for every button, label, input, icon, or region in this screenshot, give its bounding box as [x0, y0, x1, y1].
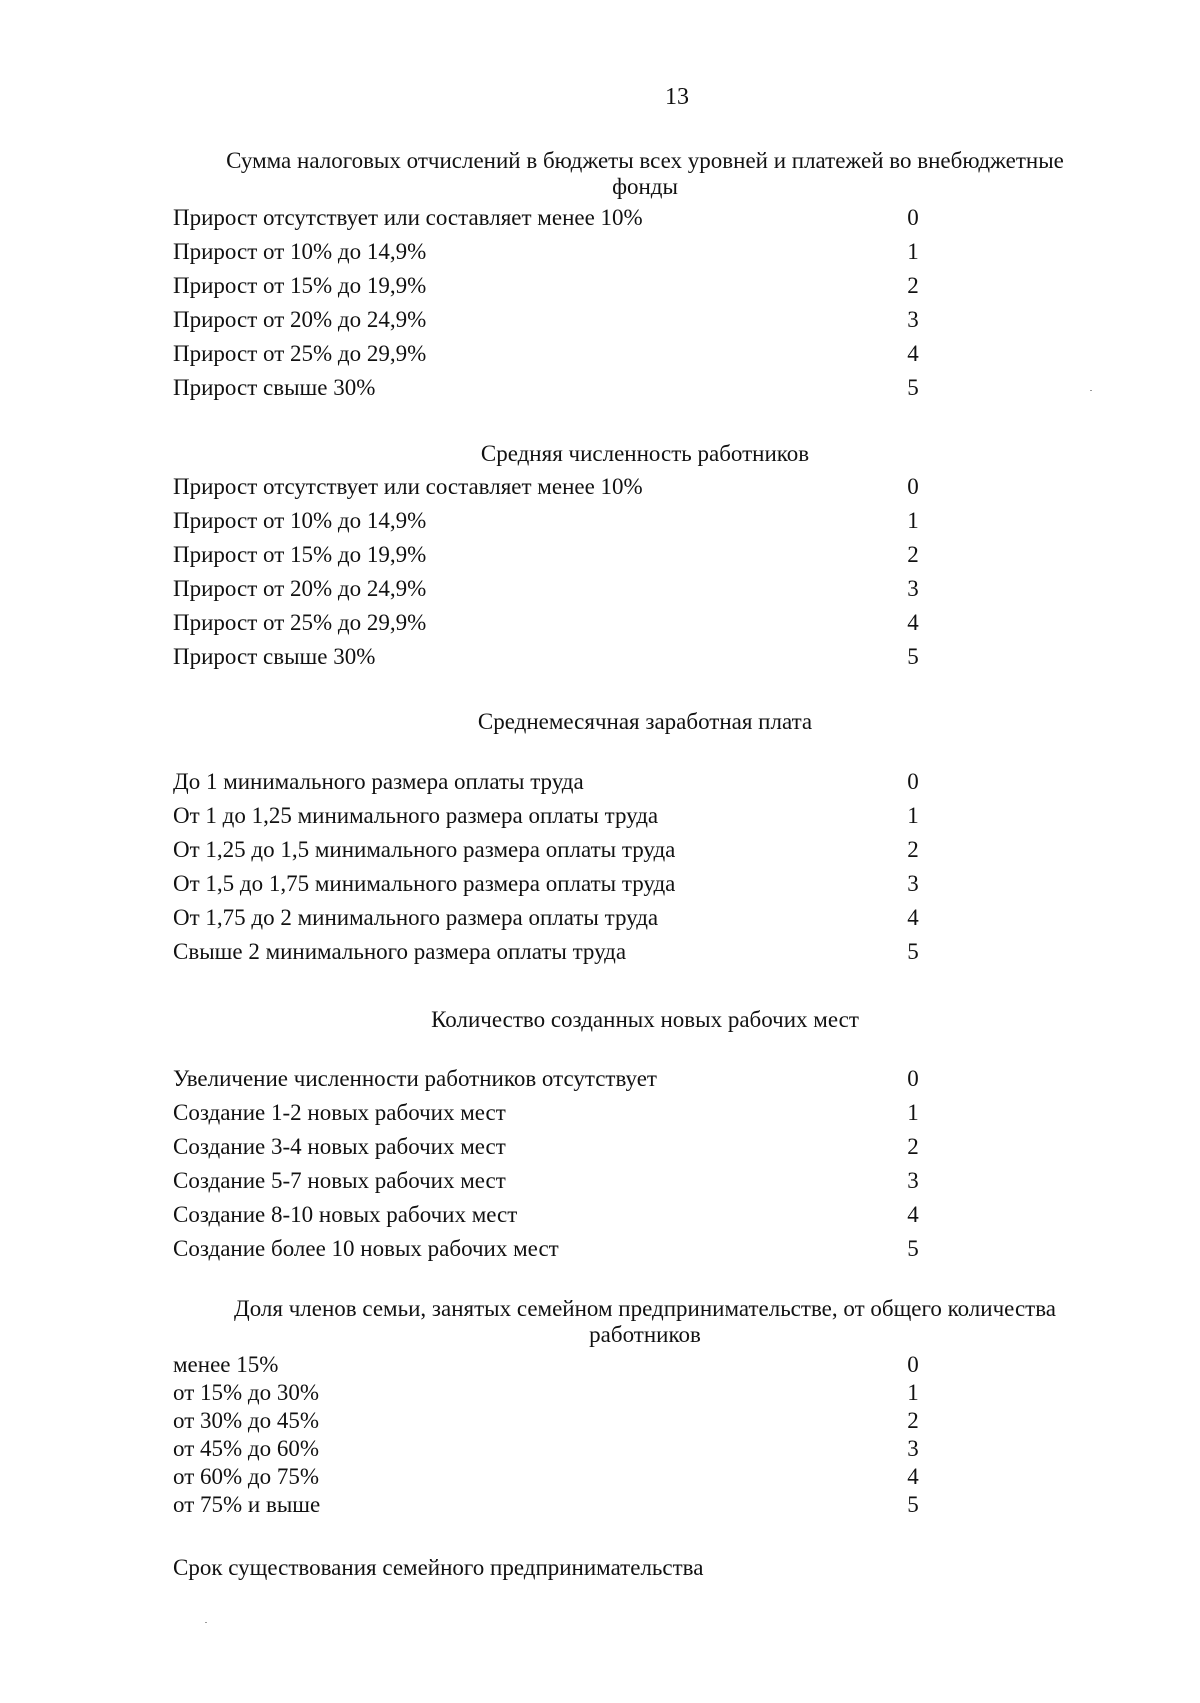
section-title-average-headcount: Средняя численность работников	[480, 441, 810, 466]
criteria-list-new-jobs	[173, 1066, 933, 1270]
criteria-label: Прирост от 10% до 14,9%	[173, 508, 427, 533]
criteria-score: 3	[907, 1436, 919, 1461]
criteria-row	[173, 1492, 933, 1520]
criteria-score: 2	[907, 837, 919, 862]
criteria-label: Прирост свыше 30%	[173, 644, 376, 669]
criteria-score: 5	[907, 939, 919, 964]
criteria-score: 3	[907, 307, 919, 332]
criteria-score: 2	[907, 542, 919, 567]
criteria-label: От 1,25 до 1,5 минимального размера оплаты труда	[173, 837, 676, 862]
criteria-label: от 45% до 60%	[173, 1436, 320, 1461]
criteria-label: Создание 8-10 новых рабочих мест	[173, 1202, 518, 1227]
criteria-label: Создание 3-4 новых рабочих мест	[173, 1134, 506, 1159]
criteria-score: 5	[907, 644, 919, 669]
criteria-score: 0	[907, 205, 919, 230]
criteria-label: Свыше 2 минимального размера оплаты труда	[173, 939, 627, 964]
criteria-score: 1	[907, 1380, 919, 1405]
section-heading-business-duration: Срок существования семейного предпринимательства	[173, 1555, 704, 1580]
criteria-row	[173, 1168, 933, 1202]
criteria-label: Прирост от 20% до 24,9%	[173, 576, 427, 601]
criteria-label: От 1,75 до 2 минимального размера оплаты труда	[173, 905, 659, 930]
criteria-label: От 1,5 до 1,75 минимального размера оплаты труда	[173, 871, 676, 896]
criteria-row	[173, 1408, 933, 1436]
criteria-label: Прирост от 10% до 14,9%	[173, 239, 427, 264]
scan-speck	[205, 1622, 207, 1623]
criteria-label: Прирост от 25% до 29,9%	[173, 341, 427, 366]
criteria-score: 5	[907, 1236, 919, 1261]
criteria-score: 0	[907, 1352, 919, 1377]
criteria-label: от 60% до 75%	[173, 1464, 320, 1489]
criteria-row	[173, 803, 933, 837]
section-title-tax-payments: Сумма налоговых отчислений в бюджеты всех уровней и платежей во внебюджетные фонды	[226, 148, 1064, 199]
criteria-row	[173, 1134, 933, 1168]
criteria-label: Создание 5-7 новых рабочих мест	[173, 1168, 506, 1193]
criteria-score: 2	[907, 1134, 919, 1159]
criteria-label: Прирост от 20% до 24,9%	[173, 307, 427, 332]
criteria-score: 2	[907, 273, 919, 298]
criteria-row	[173, 871, 933, 905]
criteria-row	[173, 341, 933, 375]
criteria-row	[173, 1464, 933, 1492]
criteria-score: 4	[907, 610, 919, 635]
criteria-score: 1	[907, 1100, 919, 1125]
criteria-score: 0	[907, 1066, 919, 1091]
criteria-score: 4	[907, 341, 919, 366]
criteria-score: 0	[907, 769, 919, 794]
criteria-score: 1	[907, 508, 919, 533]
criteria-list-average-headcount	[173, 474, 933, 678]
section-title-new-jobs: Количество созданных новых рабочих мест	[431, 1007, 859, 1032]
criteria-score: 1	[907, 803, 919, 828]
criteria-row	[173, 375, 933, 409]
criteria-row	[173, 1066, 933, 1100]
criteria-score: 3	[907, 871, 919, 896]
criteria-row	[173, 239, 933, 273]
criteria-label: От 1 до 1,25 минимального размера оплаты труда	[173, 803, 659, 828]
criteria-label: Прирост от 25% до 29,9%	[173, 610, 427, 635]
criteria-row	[173, 542, 933, 576]
criteria-row	[173, 1380, 933, 1408]
criteria-label: от 15% до 30%	[173, 1380, 320, 1405]
criteria-label: Прирост от 15% до 19,9%	[173, 542, 427, 567]
criteria-label: Увеличение численности работников отсутствует	[173, 1066, 657, 1091]
section-title-family-share: Доля членов семьи, занятых семейном предпринимательстве, от общего количества работников	[234, 1296, 1056, 1347]
criteria-score: 3	[907, 1168, 919, 1193]
criteria-label: Прирост свыше 30%	[173, 375, 376, 400]
criteria-label: Создание 1-2 новых рабочих мест	[173, 1100, 506, 1125]
criteria-row	[173, 837, 933, 871]
criteria-list-tax-payments	[173, 205, 933, 409]
criteria-score: 4	[907, 905, 919, 930]
page-number: 13	[665, 84, 689, 110]
criteria-row	[173, 474, 933, 508]
criteria-score: 2	[907, 1408, 919, 1433]
criteria-row	[173, 905, 933, 939]
criteria-list-family-share	[173, 1352, 933, 1520]
criteria-row	[173, 939, 933, 973]
criteria-row	[173, 508, 933, 542]
section-title-average-salary: Среднемесячная заработная плата	[477, 709, 813, 734]
criteria-row	[173, 273, 933, 307]
criteria-row	[173, 769, 933, 803]
criteria-score: 5	[907, 375, 919, 400]
criteria-label: менее 15%	[173, 1352, 279, 1377]
criteria-row	[173, 205, 933, 239]
criteria-label: Прирост отсутствует или составляет менее 10%	[173, 474, 643, 499]
criteria-score: 0	[907, 474, 919, 499]
criteria-row	[173, 1352, 933, 1380]
criteria-label: от 75% и выше	[173, 1492, 321, 1517]
scan-speck	[1090, 390, 1092, 391]
criteria-label: Создание более 10 новых рабочих мест	[173, 1236, 559, 1261]
criteria-score: 4	[907, 1464, 919, 1489]
criteria-row	[173, 1436, 933, 1464]
criteria-row	[173, 576, 933, 610]
criteria-row	[173, 1202, 933, 1236]
criteria-label: Прирост от 15% до 19,9%	[173, 273, 427, 298]
criteria-score: 1	[907, 239, 919, 264]
criteria-row	[173, 307, 933, 341]
criteria-row	[173, 610, 933, 644]
criteria-label: До 1 минимального размера оплаты труда	[173, 769, 584, 794]
criteria-label: от 30% до 45%	[173, 1408, 320, 1433]
criteria-list-average-salary	[173, 769, 933, 973]
criteria-score: 3	[907, 576, 919, 601]
criteria-score: 4	[907, 1202, 919, 1227]
criteria-label: Прирост отсутствует или составляет менее 10%	[173, 205, 643, 230]
criteria-score: 5	[907, 1492, 919, 1517]
criteria-row	[173, 644, 933, 678]
criteria-row	[173, 1100, 933, 1134]
criteria-row	[173, 1236, 933, 1270]
